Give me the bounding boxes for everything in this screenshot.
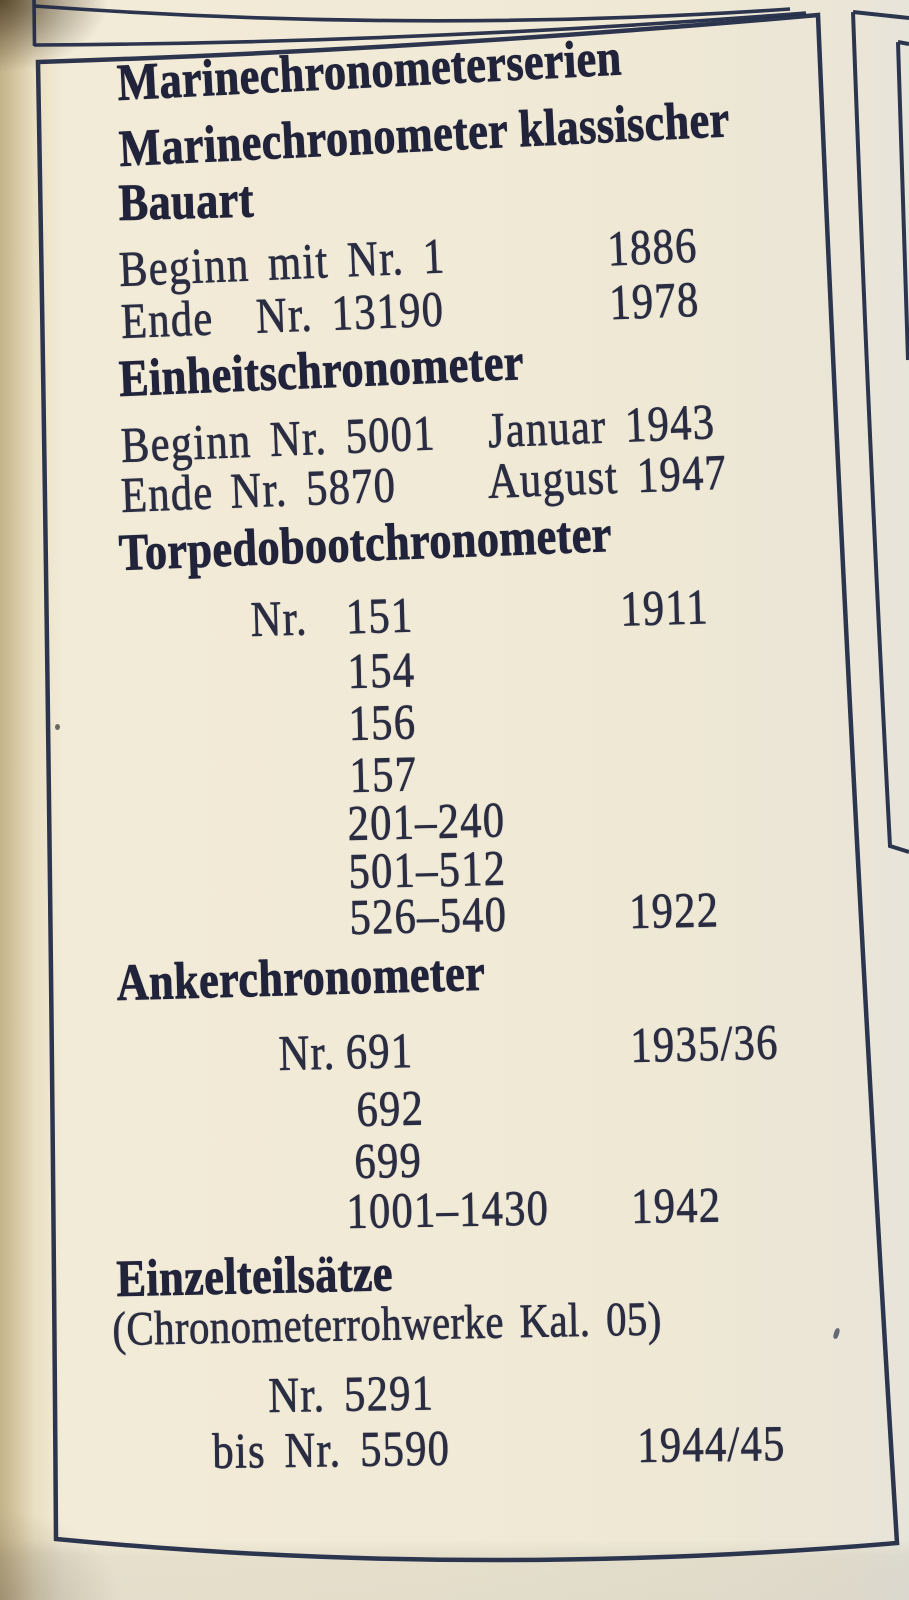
row-number: 157 [348, 745, 418, 803]
table-row [119, 443, 729, 523]
table-row [277, 1013, 780, 1081]
row-number: 1001–1430 [345, 1179, 550, 1239]
row-prefix: Nr. [249, 589, 309, 647]
row-number: 692 [355, 1079, 425, 1137]
table-row [211, 1414, 786, 1479]
row-year: August 1947 [486, 443, 729, 509]
row-number: 156 [347, 693, 417, 751]
row-number: 699 [353, 1131, 423, 1189]
row-prefix: Nr. [277, 1023, 337, 1081]
table-row [249, 578, 710, 647]
section-subheading: (Chronometerrohwerke Kal. 05) [111, 1292, 663, 1356]
row-label: bis Nr. 5590 [211, 1419, 451, 1479]
paper-speck [55, 724, 60, 730]
table-row [347, 693, 417, 751]
row-number: 154 [346, 641, 416, 699]
row-label: Beginn Nr. 5001 [119, 404, 437, 473]
table-row [119, 270, 701, 349]
section-heading: Ankerchronometer [115, 944, 486, 1012]
row-year: 1935/36 [629, 1013, 780, 1074]
row-year: 1886 [606, 216, 699, 277]
row-year: Januar 1943 [486, 393, 717, 459]
row-label: Ende [119, 463, 215, 523]
row-number: 526–540 [348, 885, 508, 945]
row-label2: Nr. 5870 [229, 456, 398, 519]
row-label: Beginn mit Nr. 1 [117, 227, 447, 297]
row-number: 501–512 [347, 839, 507, 899]
row-year: 1978 [608, 270, 701, 331]
row-label2: Nr. 13190 [254, 280, 446, 344]
row-number: 691 [345, 1021, 414, 1080]
table-row [355, 1079, 425, 1137]
row-label: Ende [119, 289, 215, 349]
table-row [353, 1131, 423, 1189]
section-heading: Torpedobootchronometer [117, 506, 613, 582]
section-heading: Einzelteilsätze [115, 1245, 394, 1308]
table-row [267, 1364, 435, 1423]
section-heading-line1: Marinechronometer klassischer [117, 91, 731, 178]
row-year: 1911 [619, 578, 710, 637]
table-row [345, 1176, 722, 1239]
table-row [346, 641, 416, 699]
row-number: 201–240 [346, 791, 506, 851]
row-year: 1922 [628, 881, 720, 940]
table-row [348, 745, 418, 803]
table-row [348, 881, 720, 945]
main-heading: Marinechronometerserien [115, 29, 623, 112]
row-label: Nr. 5291 [267, 1364, 435, 1423]
section-heading: Einheitschronometer [117, 334, 525, 408]
row-year: 1942 [630, 1176, 722, 1235]
section-heading-line2: Bauart [117, 171, 255, 232]
row-number: 151 [345, 586, 415, 645]
row-year: 1944/45 [636, 1414, 786, 1474]
